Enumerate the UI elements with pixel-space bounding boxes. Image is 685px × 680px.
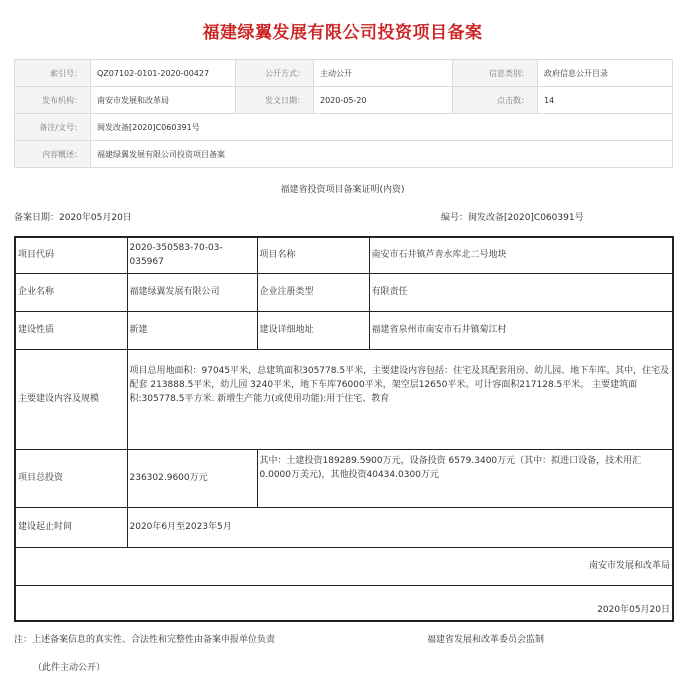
issue-date: 2020年05月20日 xyxy=(15,585,673,621)
project-code-value: 2020-350583-70-03-035967 xyxy=(127,237,257,273)
field-label: 企业注册类型 xyxy=(257,273,369,311)
doc-number-value: 闽发改备[2020]C060391号 xyxy=(91,114,673,141)
meta-row xyxy=(15,141,673,168)
meta-row xyxy=(15,87,673,114)
meta-row xyxy=(15,60,673,87)
field-label: 项目代码 xyxy=(15,237,127,273)
construction-nature-value: 新建 xyxy=(127,311,257,349)
field-label: 企业名称 xyxy=(15,273,127,311)
meta-label: 点击数： xyxy=(453,87,538,114)
supervisor-note: 福建省发展和改革委员会监制 xyxy=(427,635,545,645)
meta-label: 内容概述： xyxy=(15,141,91,168)
table-row xyxy=(15,547,673,585)
footnote: 注：上述备案信息的真实性、合法性和完整性由备案申报单位负责 xyxy=(14,635,276,645)
field-label: 项目名称 xyxy=(257,237,369,273)
field-label: 建设起止时间 xyxy=(15,507,127,547)
investment-detail-value: 其中：土建投资189289.5900万元，设备投资 6579.3400万元（其中：拟进口设备，技术用汇 0.0000万美元)，其他投资40434.0300万元 xyxy=(257,449,673,507)
table-row xyxy=(15,311,673,349)
field-label: 项目总投资 xyxy=(15,449,127,507)
table-row xyxy=(15,237,673,273)
construction-address-value: 福建省泉州市南安市石井镇菊江村 xyxy=(369,311,673,349)
company-name-value: 福建绿翼发展有限公司 xyxy=(127,273,257,311)
field-label: 建设详细地址 xyxy=(257,311,369,349)
registration-type-value: 有限责任 xyxy=(369,273,673,311)
meta-value: 14 xyxy=(538,87,673,114)
record-number: 编号：闽发改备[2020]C060391号 xyxy=(441,213,584,223)
field-label: 建设性质 xyxy=(15,311,127,349)
record-info-row xyxy=(14,210,672,223)
table-row xyxy=(15,507,673,547)
table-row xyxy=(15,349,673,449)
meta-value: 2020-05-20 xyxy=(314,87,453,114)
meta-label: 信息类别： xyxy=(453,60,538,87)
meta-value: 主动公开 xyxy=(314,60,453,87)
meta-value: 南安市发展和改革局 xyxy=(91,87,236,114)
summary-value: 福建绿翼发展有限公司投资项目备案 xyxy=(91,141,673,168)
meta-label: 索引号： xyxy=(15,60,91,87)
record-date: 备案日期：2020年05月20日 xyxy=(14,213,132,223)
meta-label: 备注/文号： xyxy=(15,114,91,141)
page-title: 福建绿翼发展有限公司投资项目备案 xyxy=(202,23,483,43)
table-row xyxy=(15,273,673,311)
construction-period-value: 2020年6月至2023年5月 xyxy=(127,507,673,547)
construction-scope-value: 项目总用地面积：97045平米，总建筑面积305778.5平米，主要建设内容包括：住宅及其配套用房、幼儿园、地下车库。其中，住宅及配套 213888.5平米，幼儿园 3240平米，地下车库76000平米，架空层12650平米。可计容面积217128.5平米。 主要建筑面积:305778.5平方米. 新增生产能力(或使用功能):用于住宅、教育 xyxy=(127,349,673,449)
meta-label: 发布机构： xyxy=(15,87,91,114)
project-name-value: 南安市石井镇芦青水库北二号地块 xyxy=(369,237,673,273)
table-row xyxy=(15,585,673,621)
public-disclosure-note: （此件主动公开） xyxy=(33,663,106,673)
table-row xyxy=(15,449,673,507)
record-table xyxy=(14,236,674,622)
field-label: 主要建设内容及规模 xyxy=(15,349,127,449)
meta-label: 公开方式： xyxy=(236,60,314,87)
meta-value: QZ07102-0101-2020-00427 xyxy=(91,60,236,87)
meta-value: 政府信息公开目录 xyxy=(538,60,673,87)
meta-label: 发文日期： xyxy=(236,87,314,114)
issuing-authority: 南安市发展和改革局 xyxy=(15,547,673,585)
document-heading: 福建省投资项目备案证明(内资) xyxy=(280,185,405,195)
metadata-table xyxy=(14,59,673,168)
total-investment-value: 236302.9600万元 xyxy=(127,449,257,507)
meta-row xyxy=(15,114,673,141)
